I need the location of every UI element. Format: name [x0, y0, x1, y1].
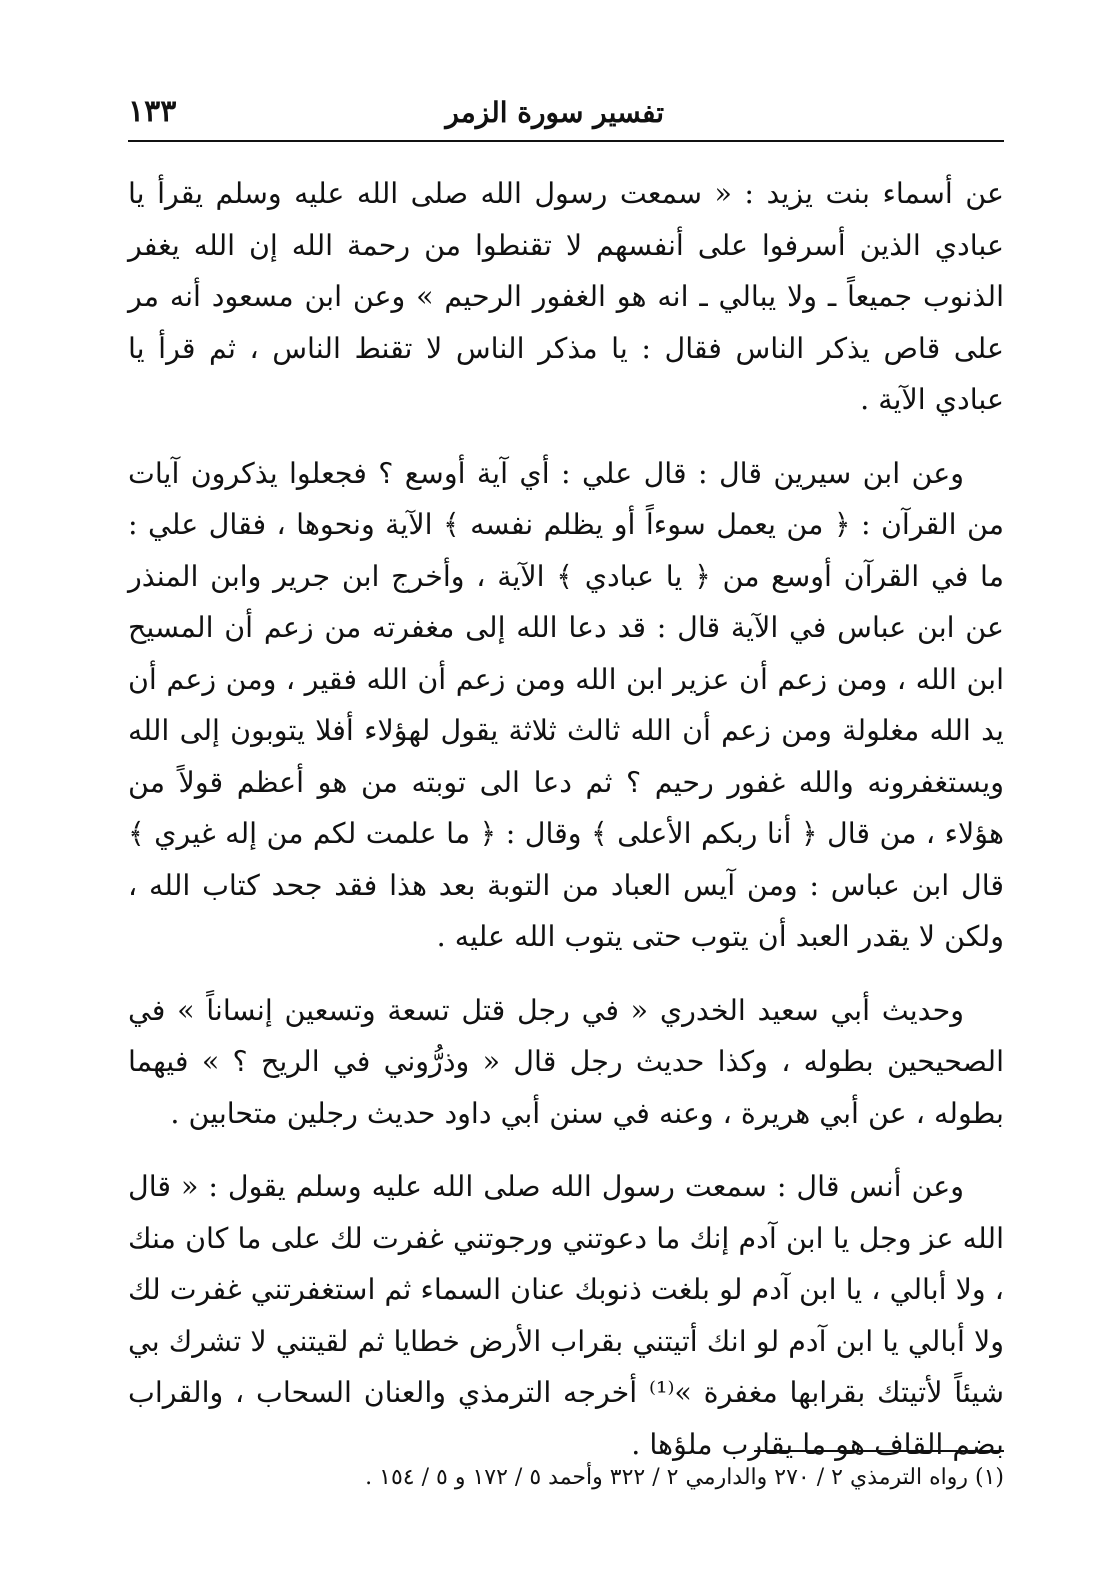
body-text: [128, 168, 1004, 1492]
paragraph-2: وعن ابن سيرين قال : قال علي : أي آية أوسع ؟ فجعلوا يذكرون آيات من القرآن : ﴿ من يعمل سوءاً أو يظلم نفسه ﴾ الآية ونحوها ، فقال علي : ما في القرآن أوسع من ﴿ يا عبادي ﴾ الآية ، وأخرج ابن جرير وابن المنذر عن ابن عباس في الآية قال : قد دعا الله إلى مغفرته من زعم أن المسيح ابن الله ، ومن زعم أن عزير ابن الله ومن زعم أن الله فقير ، ومن زعم أن يد الله مغلولة ومن زعم أن الله ثالث ثلاثة يقول لهؤلاء أفلا يتوبون إلى الله ويستغفرونه والله غفور رحيم ؟ ثم دعا الى توبته من هو أعظم قولاً من هؤلاء ، من قال ﴿ أنا ربكم الأعلى ﴾ وقال : ﴿ ما علمت لكم من إله غيري ﴾ قال ابن عباس : ومن آيس العباد من التوبة بعد هذا فقد جحد كتاب الله ، ولكن لا يقدر العبد أن يتوب حتى يتوب الله عليه .: [128, 456, 1004, 953]
paragraph-3: وحديث أبي سعيد الخدري « في رجل قتل تسعة وتسعين إنساناً » في الصحيحين بطوله ، وكذا حديث رجل قال « وذرُّوني في الريح ؟ » فيهما بطوله ، عن أبي هريرة ، وعنه في سنن أبي داود حديث رجلين متحابين .: [128, 993, 1004, 1130]
header-rule: [128, 140, 1004, 142]
paragraph-4: وعن أنس قال : سمعت رسول الله صلى الله عليه وسلم يقول : « قال الله عز وجل يا ابن آدم إنك ما دعوتني ورجوتني غفرت لك على ما كان منك ، ولا أبالي ، يا ابن آدم لو بلغت ذنوبك عنان السماء ثم استغفرتني غفرت لك ولا أبالي يا ابن آدم لو انك أتيتني بقراب الأرض خطايا ثم لقيتني لا تشرك بي شيئاً لأتيتك بقرابها مغفرة »⁽¹⁾ أخرجه الترمذي والعنان السحاب ، والقراب بضم القاف هو ما يقارب ملؤها .: [128, 1170, 1004, 1461]
footnote: (١) رواه الترمذي ٢ / ٢٧٠ والدارمي ٢ / ٣٢٢ وأحمد ٥ / ١٧٢ و ٥ / ١٥٤ .: [365, 1465, 1004, 1490]
footnote-rule: [754, 1450, 1004, 1452]
running-title: تفسير سورة الزمر: [445, 96, 664, 129]
paragraph-1: عن أسماء بنت يزيد : « سمعت رسول الله صلى الله عليه وسلم يقرأ يا عبادي الذين أسرفوا على أنفسهم لا تقنطوا من رحمة الله إن الله يغفر الذنوب جميعاً ـ ولا يبالي ـ انه هو الغفور الرحيم » وعن ابن مسعود أنه مر على قاص يذكر الناس فقال : يا مذكر الناس لا تقنط الناس ، ثم قرأ يا عبادي الآية .: [128, 177, 1004, 416]
page-header: [128, 88, 1004, 140]
page-number: ١٣٣: [128, 94, 177, 129]
